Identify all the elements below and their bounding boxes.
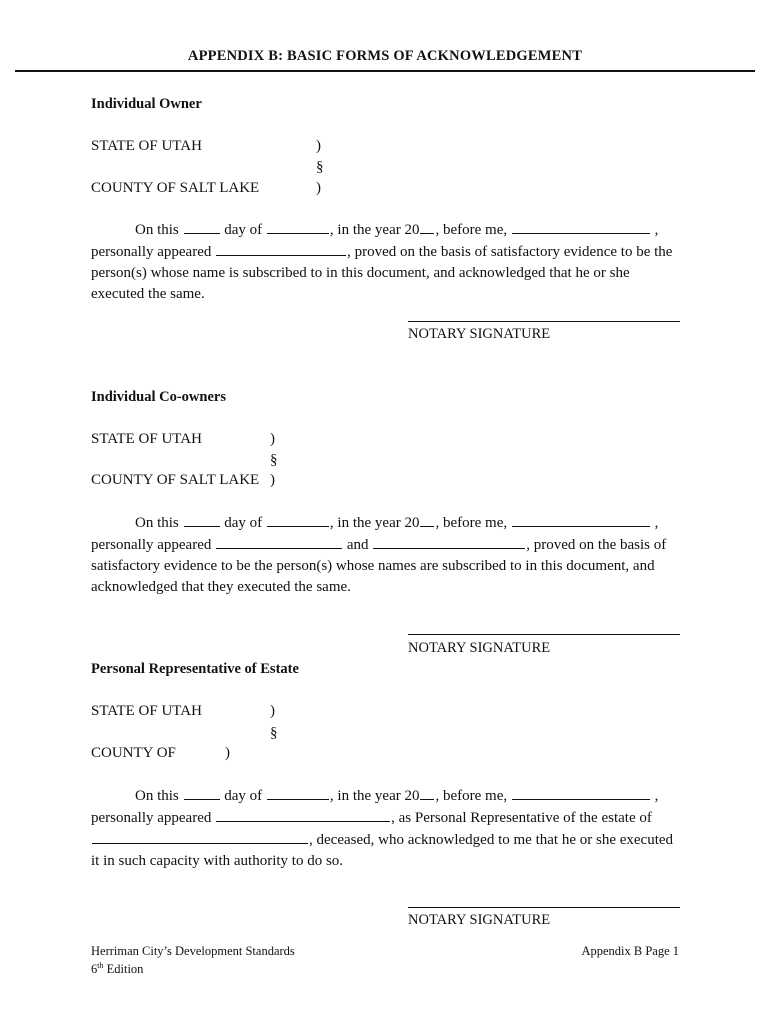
day-blank[interactable] xyxy=(184,219,220,234)
paragraph-text: , proved on the basis of satisfactory evidence to be the person(s) whose name is subscribed to in this document, and acknowledged that he or she executed the same. xyxy=(91,244,673,302)
paragraph-text: On this xyxy=(135,788,179,804)
paragraph-text: , xyxy=(654,515,659,531)
venue-paren: ) xyxy=(316,138,321,154)
venue-paren: ) xyxy=(316,180,321,196)
paragraph-text: On this xyxy=(135,515,179,531)
paragraph-text: , proved on the basis of satisfactory evidence to be the person(s) whose names are subscribed to in this document, and acknowledged that they executed the same. xyxy=(91,537,667,595)
paragraph-text: and xyxy=(346,537,369,553)
appearer-blank[interactable] xyxy=(216,534,342,549)
decedent-blank[interactable] xyxy=(92,829,308,844)
notary-signature-label: NOTARY SIGNATURE xyxy=(408,912,551,928)
acknowledgement-paragraph xyxy=(91,219,681,305)
month-blank[interactable] xyxy=(267,785,329,800)
paragraph-text: , xyxy=(654,222,659,238)
day-blank[interactable] xyxy=(184,785,220,800)
paragraph-text: , in the year 20 xyxy=(329,222,420,238)
month-blank[interactable] xyxy=(267,219,329,234)
appearer-blank[interactable] xyxy=(216,241,346,256)
co-appearer-blank[interactable] xyxy=(373,534,525,549)
section-title-personal-representative: Personal Representative of Estate xyxy=(91,661,299,677)
section-sign: § xyxy=(316,159,324,175)
footer-edition xyxy=(91,961,143,977)
year-blank[interactable] xyxy=(420,219,434,234)
notary-name-blank[interactable] xyxy=(512,512,650,527)
paragraph-text: On this xyxy=(135,222,179,238)
signature-line[interactable] xyxy=(408,321,680,322)
section-sign: § xyxy=(270,725,278,741)
notary-signature-label: NOTARY SIGNATURE xyxy=(408,326,551,342)
footer-document-name: Herriman City’s Development Standards xyxy=(91,944,295,958)
paragraph-text: , before me, xyxy=(435,222,508,238)
venue-paren: ) xyxy=(225,745,230,761)
paragraph-text: , deceased, who acknowledged to me that he or she executed it in such capacity with authority to do so. xyxy=(91,832,674,869)
page-title: APPENDIX B: BASIC FORMS OF ACKNOWLEDGEMENT xyxy=(187,48,583,64)
venue-paren: ) xyxy=(270,472,275,488)
paragraph-text: , in the year 20 xyxy=(329,788,420,804)
notary-name-blank[interactable] xyxy=(512,785,650,800)
paragraph-text: , before me, xyxy=(435,788,508,804)
county-label: COUNTY OF xyxy=(91,745,176,761)
edition-number: 6 xyxy=(91,962,98,977)
notary-name-blank[interactable] xyxy=(512,219,650,234)
year-blank[interactable] xyxy=(420,785,434,800)
paragraph-text: day of xyxy=(224,222,263,238)
state-label: STATE OF UTAH xyxy=(91,138,202,154)
county-label: COUNTY OF SALT LAKE xyxy=(91,180,260,196)
paragraph-text: day of xyxy=(224,515,263,531)
representative-blank[interactable] xyxy=(216,807,390,822)
edition-suffix: th xyxy=(97,961,104,970)
section-sign: § xyxy=(270,452,278,468)
edition-label: Edition xyxy=(103,962,144,977)
signature-line[interactable] xyxy=(408,634,680,635)
acknowledgement-paragraph xyxy=(91,785,681,872)
venue-paren: ) xyxy=(270,703,275,719)
notary-signature-label: NOTARY SIGNATURE xyxy=(408,640,551,656)
paragraph-text: , as Personal Representative of the xyxy=(391,810,598,826)
paragraph-text: personally appeared xyxy=(91,537,212,553)
state-label: STATE OF UTAH xyxy=(91,703,202,719)
signature-line[interactable] xyxy=(408,907,680,908)
header-divider xyxy=(15,70,755,72)
county-label: COUNTY OF SALT LAKE xyxy=(91,472,260,488)
state-label: STATE OF UTAH xyxy=(91,431,202,447)
acknowledgement-paragraph xyxy=(91,512,681,598)
paragraph-text: estate of xyxy=(601,810,652,826)
venue-paren: ) xyxy=(270,431,275,447)
section-title-individual-co-owners: Individual Co-owners xyxy=(91,389,226,405)
paragraph-text: , before me, xyxy=(435,515,508,531)
day-blank[interactable] xyxy=(184,512,220,527)
section-title-individual-owner: Individual Owner xyxy=(91,96,202,112)
month-blank[interactable] xyxy=(267,512,329,527)
paragraph-text: personally appeared xyxy=(91,244,212,260)
paragraph-text: , in the year 20 xyxy=(329,515,420,531)
paragraph-text: , xyxy=(654,788,659,804)
paragraph-text: day of xyxy=(224,788,263,804)
footer-page-number: Appendix B Page 1 xyxy=(581,944,679,958)
paragraph-text: personally appeared xyxy=(91,810,212,826)
year-blank[interactable] xyxy=(420,512,434,527)
